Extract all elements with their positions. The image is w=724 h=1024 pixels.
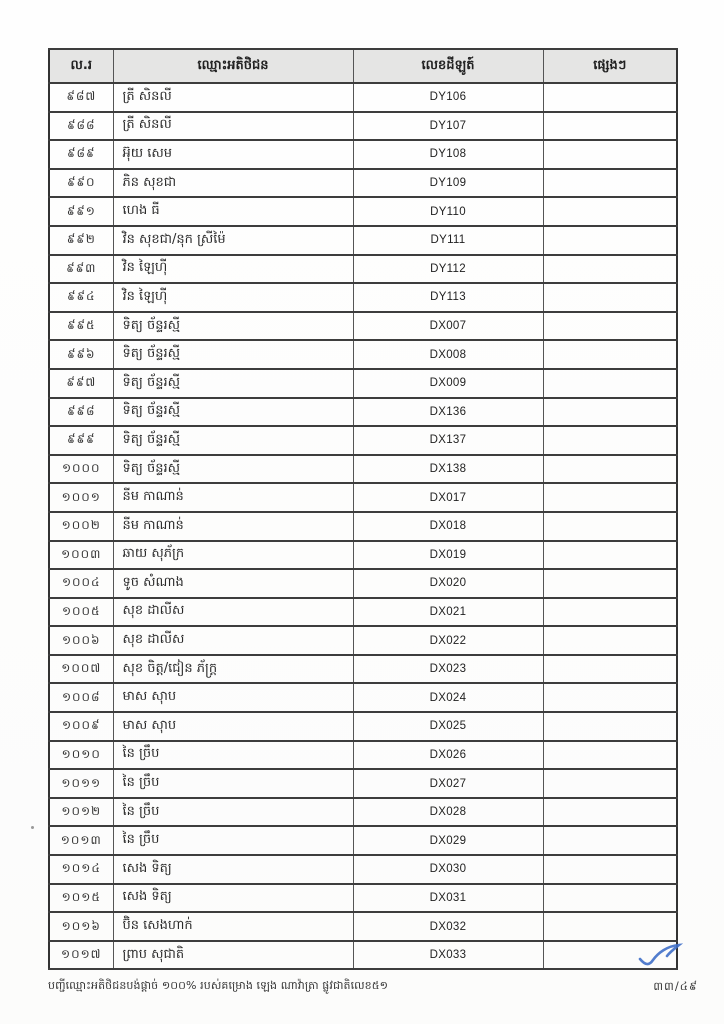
table-row — [49, 83, 677, 112]
cell-no: ១០០០ — [49, 455, 113, 484]
col-header-lot-number: លេខដីឡូត៍ — [353, 49, 543, 83]
cell-no: ១០០២ — [49, 512, 113, 541]
cell-note — [543, 884, 677, 913]
table-row — [49, 140, 677, 169]
table-row — [49, 283, 677, 312]
cell-lot: DX030 — [353, 855, 543, 884]
cell-name: នៃ ច្រឹប — [113, 769, 353, 798]
cell-no: ១០០៨ — [49, 683, 113, 712]
cell-no: ៩៩៤ — [49, 283, 113, 312]
cell-name: នីម កាណាន់ — [113, 483, 353, 512]
cell-name: សុខ ចិត្ត/ជៀន ភ័ក្ត្រ — [113, 655, 353, 684]
cell-no: ៩៨៧ — [49, 83, 113, 112]
table-row — [49, 197, 677, 226]
cell-name: មាស សុាប — [113, 712, 353, 741]
cell-name: ត្រី សិនលី — [113, 112, 353, 141]
cell-no: ៩៨៨ — [49, 112, 113, 141]
table-row — [49, 655, 677, 684]
table-row — [49, 369, 677, 398]
cell-no: ១០០៥ — [49, 598, 113, 627]
cell-no: ១០១៧ — [49, 941, 113, 970]
cell-note — [543, 169, 677, 198]
cell-lot: DX023 — [353, 655, 543, 684]
cell-lot: DX018 — [353, 512, 543, 541]
cell-lot: DY109 — [353, 169, 543, 198]
cell-note — [543, 112, 677, 141]
cell-name: វិន សុខជា/នុក ស្រីម៉ៃ — [113, 226, 353, 255]
cell-lot: DX026 — [353, 741, 543, 770]
cell-name: ព្រាប សុជាតិ — [113, 941, 353, 970]
cell-no: ៩៩៥ — [49, 312, 113, 341]
cell-note — [543, 197, 677, 226]
cell-name: វិន ឡៃហ៊ី — [113, 283, 353, 312]
table-row — [49, 826, 677, 855]
cell-name: ទិត្យ ច័ន្ទរស្មី — [113, 398, 353, 427]
cell-lot: DX007 — [353, 312, 543, 341]
cell-lot: DY106 — [353, 83, 543, 112]
cell-lot: DX137 — [353, 426, 543, 455]
cell-no: ៩៩៩ — [49, 426, 113, 455]
cell-lot: DX024 — [353, 683, 543, 712]
cell-lot: DY113 — [353, 283, 543, 312]
cell-note — [543, 569, 677, 598]
table-row — [49, 855, 677, 884]
cell-name: ត្រី សិនលី — [113, 83, 353, 112]
cell-no: ១០១៤ — [49, 855, 113, 884]
table-row — [49, 569, 677, 598]
table-row — [49, 312, 677, 341]
cell-lot: DX021 — [353, 598, 543, 627]
cell-note — [543, 712, 677, 741]
cell-name: សុខ ដាលីស — [113, 626, 353, 655]
table-row — [49, 512, 677, 541]
cell-note — [543, 683, 677, 712]
cell-no: ៩៩២ — [49, 226, 113, 255]
cell-no: ១០១៣ — [49, 826, 113, 855]
cell-no: ១០១៥ — [49, 884, 113, 913]
cell-name: ប៊ិន សេងហាក់ — [113, 912, 353, 941]
cell-lot: DY107 — [353, 112, 543, 141]
table-row — [49, 483, 677, 512]
cell-name: វិន ឡៃហ៊ី — [113, 255, 353, 284]
cell-note — [543, 798, 677, 827]
cell-note — [543, 826, 677, 855]
cell-name: ហេង ធី — [113, 197, 353, 226]
cell-note — [543, 426, 677, 455]
col-header-remarks: ផ្សេងៗ — [543, 49, 677, 83]
cell-lot: DX008 — [353, 340, 543, 369]
cell-lot: DX029 — [353, 826, 543, 855]
table-row — [49, 683, 677, 712]
cell-no: ១០០៩ — [49, 712, 113, 741]
cell-no: ១០០៦ — [49, 626, 113, 655]
table-row — [49, 226, 677, 255]
cell-note — [543, 741, 677, 770]
cell-note — [543, 255, 677, 284]
table-row — [49, 884, 677, 913]
cell-note — [543, 312, 677, 341]
col-header-customer-name: ឈ្មោះអតិថិជន — [113, 49, 353, 83]
cell-name: សុខ ដាលីស — [113, 598, 353, 627]
table-row — [49, 255, 677, 284]
cell-lot: DX025 — [353, 712, 543, 741]
cell-lot: DX028 — [353, 798, 543, 827]
cell-note — [543, 941, 677, 970]
cell-lot: DY112 — [353, 255, 543, 284]
table-row — [49, 426, 677, 455]
table-row — [49, 398, 677, 427]
cell-lot: DX136 — [353, 398, 543, 427]
cell-note — [543, 626, 677, 655]
cell-lot: DX017 — [353, 483, 543, 512]
cell-no: ៩៩៧ — [49, 369, 113, 398]
table-row — [49, 741, 677, 770]
table-row — [49, 769, 677, 798]
cell-lot: DX033 — [353, 941, 543, 970]
table-row — [49, 712, 677, 741]
cell-note — [543, 769, 677, 798]
cell-name: ទិត្យ ច័ន្ទរស្មី — [113, 312, 353, 341]
cell-lot: DX022 — [353, 626, 543, 655]
table-row — [49, 798, 677, 827]
cell-lot: DX031 — [353, 884, 543, 913]
cell-name: ឆាយ សុភ័ក្រ — [113, 541, 353, 570]
table-row — [49, 455, 677, 484]
table-row — [49, 598, 677, 627]
cell-name: មាស សុាប — [113, 683, 353, 712]
cell-lot: DX032 — [353, 912, 543, 941]
cell-name: អ៊ុយ សេម — [113, 140, 353, 169]
cell-note — [543, 226, 677, 255]
cell-name: នៃ ច្រឹប — [113, 826, 353, 855]
cell-lot: DY111 — [353, 226, 543, 255]
table-row — [49, 626, 677, 655]
cell-lot: DX019 — [353, 541, 543, 570]
cell-no: ១០០១ — [49, 483, 113, 512]
cell-lot: DX138 — [353, 455, 543, 484]
cell-note — [543, 369, 677, 398]
cell-note — [543, 83, 677, 112]
cell-no: ៩៩៣ — [49, 255, 113, 284]
cell-name: ទិត្យ ច័ន្ទរស្មី — [113, 369, 353, 398]
customer-table — [48, 48, 678, 970]
table-row — [49, 912, 677, 941]
cell-note — [543, 398, 677, 427]
cell-note — [543, 483, 677, 512]
cell-lot: DX009 — [353, 369, 543, 398]
cell-name: ទូច សំណាង — [113, 569, 353, 598]
cell-name: ភិន សុខជា — [113, 169, 353, 198]
cell-no: ១០០៤ — [49, 569, 113, 598]
cell-name: នៃ ច្រឹប — [113, 798, 353, 827]
cell-no: ១០១២ — [49, 798, 113, 827]
cell-name: សេង ទិត្យ — [113, 884, 353, 913]
cell-no: ១០០៧ — [49, 655, 113, 684]
scan-speck — [31, 826, 34, 829]
table-row — [49, 541, 677, 570]
cell-note — [543, 455, 677, 484]
table-row — [49, 169, 677, 198]
page-number: ៣៣/៤៩ — [653, 979, 698, 993]
cell-no: ១០១០ — [49, 741, 113, 770]
cell-no: ៩៨៩ — [49, 140, 113, 169]
cell-note — [543, 283, 677, 312]
cell-no: ១០១១ — [49, 769, 113, 798]
cell-no: ១០១៦ — [49, 912, 113, 941]
cell-lot: DX027 — [353, 769, 543, 798]
page-footer — [48, 979, 698, 996]
cell-name: នីម កាណាន់ — [113, 512, 353, 541]
table-row — [49, 340, 677, 369]
cell-note — [543, 340, 677, 369]
cell-no: ៩៩១ — [49, 197, 113, 226]
table-header-row — [49, 49, 677, 83]
footer-caption: បញ្ជីឈ្មោះអតិថិជនបង់ផ្តាច់ ១០០% របស់គម្រោង ឡេង ណាវ៉ាត្រា ផ្លូវជាតិលេខ៥១ — [48, 979, 389, 992]
table-row — [49, 941, 677, 970]
cell-name: ទិត្យ ច័ន្ទរស្មី — [113, 426, 353, 455]
cell-name: នៃ ច្រឹប — [113, 741, 353, 770]
cell-name: សេង ទិត្យ — [113, 855, 353, 884]
cell-lot: DY108 — [353, 140, 543, 169]
cell-lot: DY110 — [353, 197, 543, 226]
cell-note — [543, 598, 677, 627]
col-header-number: ល.រ — [49, 49, 113, 83]
cell-no: ៩៩៦ — [49, 340, 113, 369]
cell-no: ៩៩៨ — [49, 398, 113, 427]
cell-no: ១០០៣ — [49, 541, 113, 570]
cell-no: ៩៩០ — [49, 169, 113, 198]
cell-note — [543, 655, 677, 684]
cell-note — [543, 512, 677, 541]
cell-note — [543, 912, 677, 941]
cell-note — [543, 140, 677, 169]
cell-note — [543, 855, 677, 884]
cell-name: ទិត្យ ច័ន្ទរស្មី — [113, 455, 353, 484]
table-row — [49, 112, 677, 141]
cell-lot: DX020 — [353, 569, 543, 598]
cell-note — [543, 541, 677, 570]
cell-name: ទិត្យ ច័ន្ទរស្មី — [113, 340, 353, 369]
